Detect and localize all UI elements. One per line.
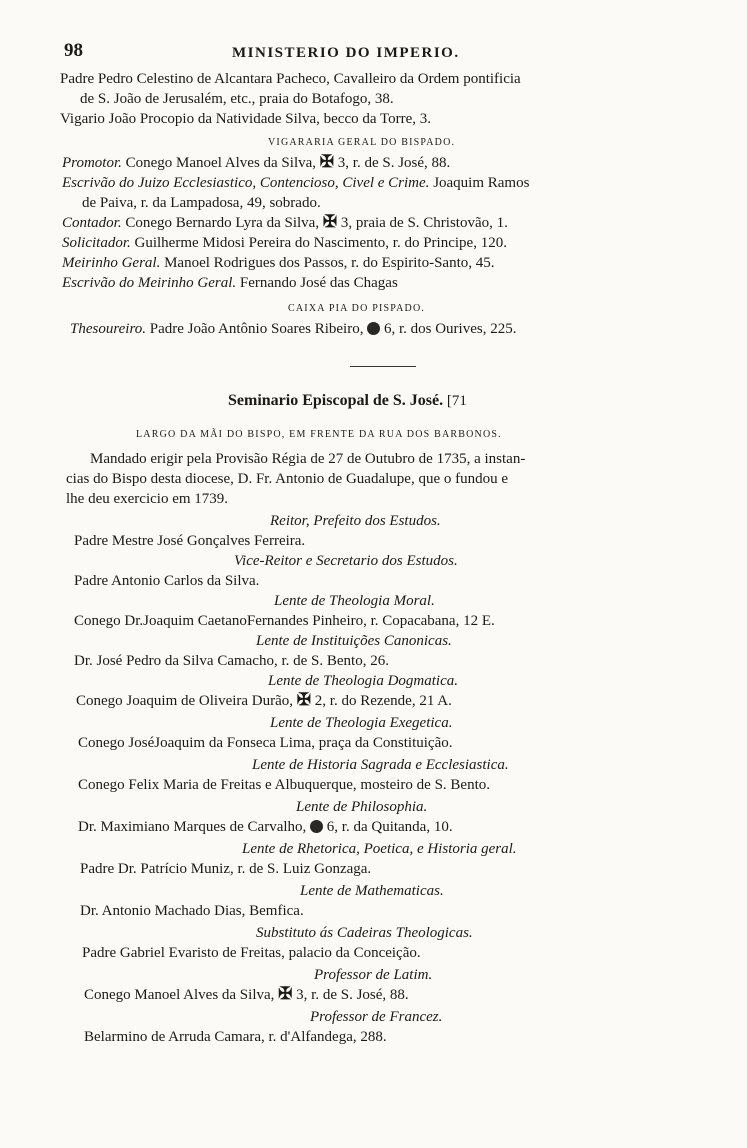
order-cross-icon: ✠: [322, 212, 338, 231]
staff-member: Padre Dr. Patrício Muniz, r. de S. Luiz Gonzaga.: [80, 861, 372, 877]
address: 6, r. dos Ourives, 225.: [383, 321, 517, 337]
person-name: Conego Joaquim de Oliveira Durão,: [76, 693, 294, 709]
role-heading: Substituto ás Cadeiras Theologicas.: [256, 925, 473, 941]
staff-member: Dr. José Pedro da Silva Camacho, r. de S. Bento, 26.: [74, 653, 389, 669]
staff-member: Padre Gabriel Evaristo de Freitas, palacio da Conceição.: [82, 945, 421, 961]
address: 3, r. de S. José, 88.: [296, 987, 409, 1003]
role-label: Meirinho Geral.: [62, 255, 161, 271]
person-name: Dr. Maximiano Marques de Carvalho,: [78, 819, 307, 835]
seminary-name: Seminario Episcopal de S. José.: [228, 392, 444, 409]
role-heading: Lente de Instituições Canonicas.: [256, 633, 452, 649]
staff-member: Padre Antonio Carlos da Silva.: [74, 573, 260, 589]
section-divider: [350, 366, 416, 367]
staff-member: Padre Mestre José Gonçalves Ferreira.: [74, 533, 306, 549]
staff-member: Belarmino de Arruda Camara, r. d'Alfandega, 288.: [84, 1029, 387, 1045]
entry-promotor: [62, 154, 450, 172]
role-heading: Lente de Historia Sagrada e Ecclesiastica.: [252, 757, 509, 773]
paragraph-line: cias do Bispo desta diocese, D. Fr. Antonio de Guadalupe, que o fundou e: [66, 471, 509, 487]
order-medal-icon: [310, 820, 323, 833]
person-name: Conego Manoel Alves da Silva,: [84, 987, 275, 1003]
role-heading: Vice-Reitor e Secretario dos Estudos.: [234, 553, 458, 569]
entry-contador: [62, 214, 508, 232]
person-name: Conego Bernardo Lyra da Silva,: [125, 215, 320, 231]
role-heading: Lente de Rhetorica, Poetica, e Historia geral.: [242, 841, 517, 857]
person-name: Guilherme Midosi Pereira do Nascimento, r. do Principe, 120.: [134, 235, 507, 251]
role-label: Thesoureiro.: [70, 321, 146, 337]
role-heading: Lente de Theologia Moral.: [274, 593, 435, 609]
page-number: 98: [64, 40, 83, 61]
entry-line: Padre Pedro Celestino de Alcantara Pacheco, Cavalleiro da Ordem pontificia: [60, 71, 521, 87]
role-heading: Reitor, Prefeito dos Estudos.: [270, 513, 441, 529]
staff-member: Conego JoséJoaquim da Fonseca Lima, praça da Constituição.: [78, 735, 453, 751]
order-medal-icon: [367, 322, 380, 335]
seminary-location: LARGO DA MÃI DO BISPO, EM FRENTE DA RUA DOS BARBONOS.: [136, 429, 502, 440]
person-name: Fernando José das Chagas: [239, 275, 398, 291]
entry-line: de S. João de Jerusalém, etc., praia do Botafogo, 38.: [80, 91, 394, 107]
role-label: Contador.: [62, 215, 122, 231]
role-heading: Professor de Latim.: [314, 967, 433, 983]
address: 3, r. de S. José, 88.: [337, 155, 451, 171]
address: 6, r. da Quitanda, 10.: [326, 819, 453, 835]
role-heading: Lente de Theologia Dogmatica.: [268, 673, 458, 689]
role-label: Solicitador.: [62, 235, 131, 251]
person-name: Conego Manoel Alves da Silva,: [125, 155, 317, 171]
entry-line: Vigario João Procopio da Natividade Silva, becco da Torre, 3.: [60, 111, 432, 127]
address: 3, praia de S. Christovão, 1.: [340, 215, 508, 231]
staff-member: [84, 986, 409, 1004]
staff-member: Conego Dr.Joaquim CaetanoFernandes Pinheiro, r. Copacabana, 12 E.: [74, 613, 495, 629]
role-heading: Professor de Francez.: [310, 1009, 443, 1025]
staff-member: [76, 692, 452, 710]
entry-escrivao-meirinho: [62, 274, 398, 292]
staff-member: [78, 818, 453, 836]
entry-thesoureiro: [70, 320, 516, 338]
paragraph-line: Mandado erigir pela Provisão Régia de 27 de Outubro de 1735, a instan-: [90, 451, 526, 467]
role-label: Promotor.: [62, 155, 122, 171]
order-cross-icon: ✠: [296, 690, 312, 709]
order-cross-icon: ✠: [319, 152, 335, 171]
entry-solicitador: [62, 234, 507, 252]
person-name: Joaquim Ramos: [433, 175, 530, 191]
role-heading: Lente de Philosophia.: [296, 799, 428, 815]
section-heading: CAIXA PIA DO PISPADO.: [288, 303, 426, 314]
entry-escrivao: [62, 174, 529, 192]
order-cross-icon: ✠: [278, 984, 293, 1003]
staff-member: Dr. Antonio Machado Dias, Bemfica.: [80, 903, 304, 919]
section-heading: VIGARARIA GERAL DO BISPADO.: [268, 137, 456, 148]
role-label: Escrivão do Meirinho Geral.: [62, 275, 237, 291]
person-name: Padre João Antônio Soares Ribeiro,: [149, 321, 364, 337]
running-title: MINISTERIO DO IMPERIO.: [232, 45, 460, 61]
role-heading: Lente de Mathematicas.: [300, 883, 444, 899]
person-name: Manoel Rodrigues dos Passos, r. do Espirito-Santo, 45.: [164, 255, 495, 271]
staff-member: Conego Felix Maria de Freitas e Albuquerque, mosteiro de S. Bento.: [78, 777, 491, 793]
seminary-title: [228, 392, 467, 410]
paragraph-line: lhe deu exercicio em 1739.: [66, 491, 229, 507]
seminary-ref: [71: [446, 393, 467, 409]
entry-meirinho: [62, 254, 495, 272]
role-label: Escrivão do Juizo Ecclesiastico, Contencioso, Civel e Crime.: [62, 175, 430, 191]
entry-line: de Paiva, r. da Lampadosa, 49, sobrado.: [82, 195, 321, 211]
role-heading: Lente de Theologia Exegetica.: [270, 715, 453, 731]
address: 2, r. do Rezende, 21 A.: [314, 693, 452, 709]
